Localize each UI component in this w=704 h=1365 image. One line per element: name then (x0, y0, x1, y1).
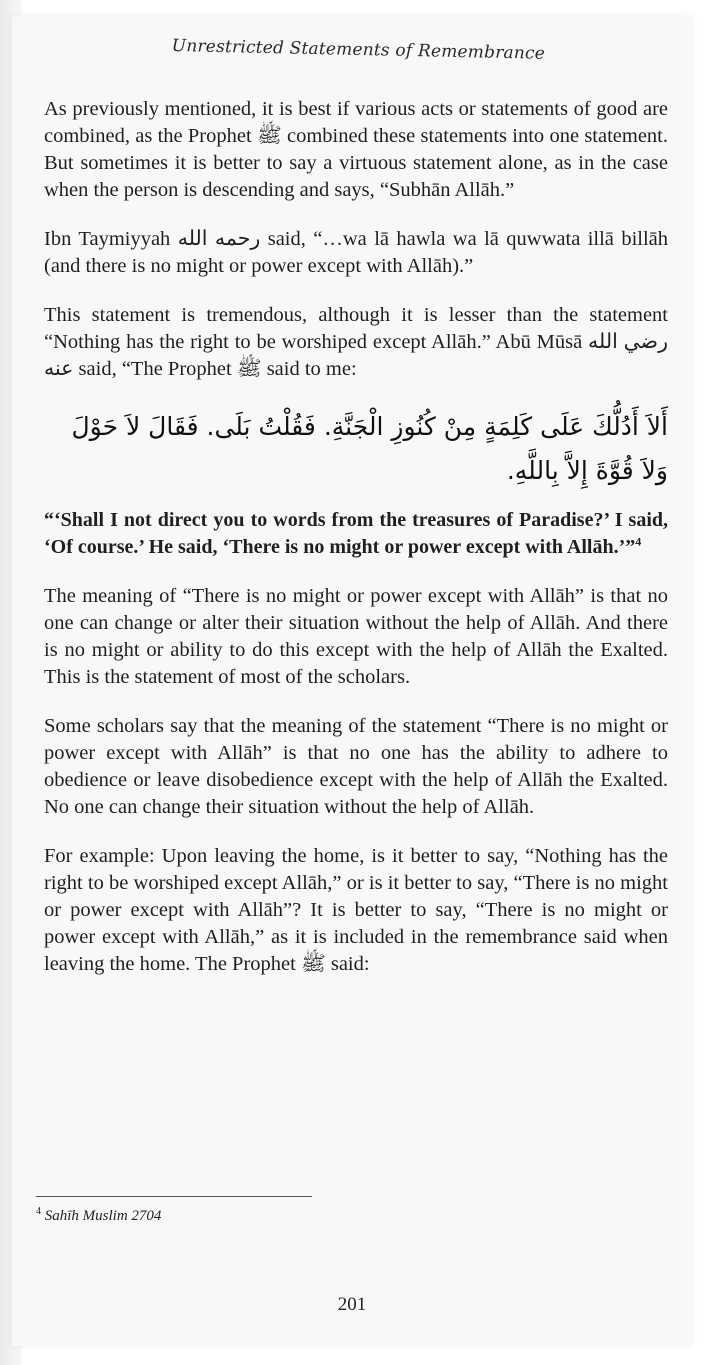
footnote-divider (36, 1196, 312, 1197)
page-body (44, 96, 668, 1000)
paragraph-meaning: The meaning of “There is no might or power except with Allāh” is that no one can change or alter their situation without the help of Allāh. And there is no might or ability to do this except with the help of Allāh the Exalted. This is the statement of most of the scholars. (44, 585, 668, 688)
footnote-reference: 4 (635, 534, 642, 549)
footnote (36, 1206, 161, 1225)
paragraph-for-example: For example: Upon leaving the home, is it better to say, “Nothing has the right to be worshiped except Allāh,” or is it better to say, “There is no might or power except with Allāh”? It is better to say, “There is no might or power except with Allāh,” as it is included in the remembrance said when leaving the home. The Prophet ﷺ said: (44, 845, 668, 975)
running-header: Unrestricted Statements of Remembrance (171, 36, 546, 64)
paragraph-ibn-taymiyyah: Ibn Taymiyyah رحمه الله said, “…wa lā hawla wa lā quwwata illā billāh (and there is no might or power except with Allāh).” (44, 228, 669, 277)
paragraph-intro: As previously mentioned, it is best if various acts or statements of good are combined, as the Prophet ﷺ combined these statements into one statement. But sometimes it is better to say a virtuous statement alone, as in the case when the person is descending and says, “Subhān Allāh.” (44, 98, 669, 201)
paragraph-tremendous: This statement is tremendous, although it is lesser than the statement “Nothing has the right to be worshiped except Allāh.” Abū Mūsā رضي الله عنه said, “The Prophet ﷺ said to me: (44, 304, 668, 380)
hadith-translation-text: “‘Shall I not direct you to words from the treasures of Paradise?’ I said, ‘Of course.’ He said, ‘There is no might or power except with Allāh.’” (44, 509, 668, 558)
footnote-text: Sahīh Muslim 2704 (44, 1208, 162, 1224)
hadith-translation (44, 507, 668, 561)
paragraph-some-scholars: Some scholars say that the meaning of the statement “There is no might or power except with Allāh” is that no one has the ability to adhere to obedience or leave disobedience except with the help of Allāh the Exalted. No one can change their situation without the help of Allāh. (44, 715, 668, 818)
footnote-number: 4 (36, 1206, 41, 1217)
arabic-hadith: أَلاَ أَدُلُّكَ عَلَى كَلِمَةٍ مِنْ كُنُوزِ الْجَنَّةِ. فَقُلْتُ بَلَى. فَقَالَ لاَ حَوْلَ وَلاَ قُوَّةَ إِلاَّ بِاللَّهِ. (71, 412, 668, 485)
page-number: 201 (337, 1294, 367, 1315)
